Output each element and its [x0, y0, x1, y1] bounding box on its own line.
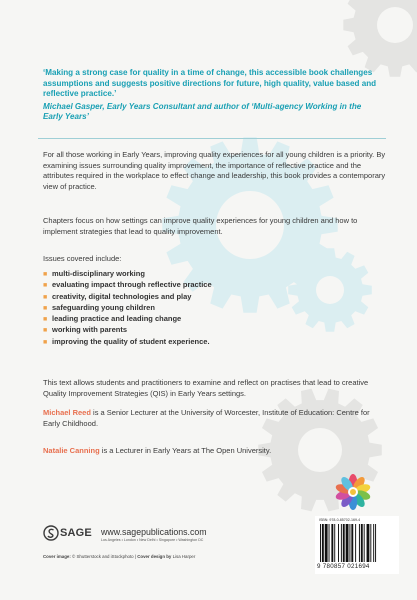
bullet-icon: ■ — [43, 316, 48, 324]
summary-paragraph: This text allows students and practitioners to examine and reflect on practises that lead to creative Quality Improvement Strategies (QIS) in Early Years settings. — [43, 378, 369, 398]
publisher-url: www.sagepublications.com — [101, 527, 207, 537]
list-item: ■ multi-disciplinary working — [43, 268, 212, 279]
author-bio: Natalie Canning is a Lecturer in Early Years at The Open University. — [43, 446, 272, 455]
quote-text: ‘Making a strong case for quality in a time of change, this accessible book challenges assumptions and suggests positive directions for future, high quality, value based and reflective practice.’ — [43, 68, 377, 99]
author-bio: Michael Reed is a Senior Lecturer at the University of Worcester, Institute of Education: Centre for Early Childhood. — [43, 408, 370, 428]
publisher-name: SAGE — [60, 527, 92, 539]
bullet-icon: ■ — [43, 338, 48, 346]
list-item: ■ working with parents — [43, 324, 212, 335]
author-name: Michael Reed — [43, 408, 91, 417]
isbn-text: ISBN: 978-0-85702-169-4 — [319, 518, 361, 522]
barcode-number: 9 780857 021694 — [317, 563, 370, 570]
publisher-cities: Los Angeles • London • New Delhi • Singapore • Washington DC — [101, 538, 204, 542]
issues-list — [43, 268, 212, 347]
intro-paragraph: For all those working in Early Years, improving quality experiences for all young children is a priority. By examining issues surrounding quality improvement, the importance of reflective practice and the attributes required in the workplace to effect change and leadership, this book provides a contemporary view of practice. — [43, 150, 386, 191]
author-name: Natalie Canning — [43, 446, 100, 455]
flower-logo-icon — [335, 474, 371, 510]
bullet-icon: ■ — [43, 327, 48, 335]
endorsement-quote — [43, 68, 383, 123]
cover-credits: Cover image: © Shutterstock and iStockphoto | Cover design by Lisa Harper — [43, 554, 196, 559]
barcode-icon — [320, 524, 394, 562]
sage-logo-icon — [43, 525, 59, 541]
bullet-icon: ■ — [43, 271, 48, 278]
bullet-icon: ■ — [43, 282, 48, 290]
divider — [38, 138, 386, 139]
bullet-icon: ■ — [43, 293, 48, 301]
list-item: ■ creativity, digital technologies and play — [43, 291, 212, 302]
bullet-icon: ■ — [43, 304, 48, 312]
quote-author: Michael Gasper, Early Years Consultant and author of ‘Multi-agency Working in the Early Years’ — [43, 101, 362, 122]
chapters-paragraph: Chapters focus on how settings can improve quality experiences for young children and how to implement strategies that lead to quality improvement. — [43, 216, 358, 236]
barcode-panel — [315, 516, 399, 574]
list-item: ■ leading practice and leading change — [43, 313, 212, 324]
list-item: ■ evaluating impact through reflective practice — [43, 279, 212, 290]
issues-heading: Issues covered include: — [43, 254, 122, 263]
list-item: ■ improving the quality of student experience. — [43, 336, 212, 347]
list-item: ■ safeguarding young children — [43, 302, 212, 313]
